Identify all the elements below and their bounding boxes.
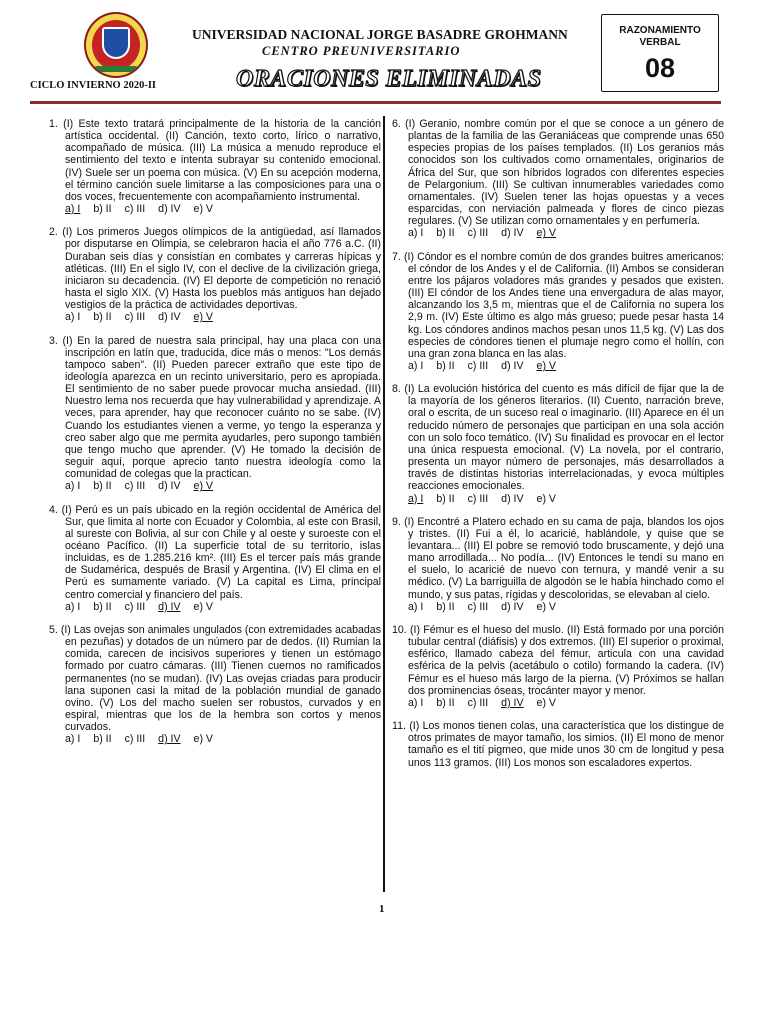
left-column xyxy=(49,118,381,757)
answer-option[interactable]: b) II xyxy=(436,359,455,372)
answer-option[interactable]: d) IV xyxy=(158,480,181,493)
answer-option-selected[interactable]: e) V xyxy=(193,311,213,324)
answer-option[interactable]: a) I xyxy=(65,600,81,613)
answer-option[interactable]: b) II xyxy=(93,733,112,746)
university-name: UNIVERSIDAD NACIONAL JORGE BASADRE GROHMANN xyxy=(192,27,568,42)
answer-option[interactable]: c) III xyxy=(124,480,146,493)
answer-option[interactable]: b) II xyxy=(436,600,455,613)
question-text: 6. (I) Geranio, nombre común por el que se conoce a un género de plantas de la familia de las Geraniáceas que comprende unas 650 especies propias de los países templados. (II) Los geranios más conocidos son los cultivados como ornamentales, originarios de África del Sur, que son híbridos logrados con diferentes especies de Pelargonium. (III) Se cultivan innumerables variedades como ornamentales. (IV) Suelen tener las hojas opuestas y a veces esparcidas, con nerviación palmeada y flores de cinco piezas regulares. (V) Se utilizan como ornamentales y en perfumería. xyxy=(392,118,724,228)
answer-option-selected[interactable]: e) V xyxy=(536,227,556,240)
question-item xyxy=(49,335,381,493)
question-item xyxy=(49,118,381,215)
university-logo xyxy=(84,12,148,78)
page-number: 1 xyxy=(379,903,385,915)
answer-option[interactable]: e) V xyxy=(193,600,213,613)
answer-option[interactable]: b) II xyxy=(93,600,112,613)
answer-option-selected[interactable]: d) IV xyxy=(158,600,181,613)
question-item xyxy=(49,624,381,746)
answer-option-selected[interactable]: a) I xyxy=(408,492,424,505)
answer-options xyxy=(392,227,724,239)
answer-option[interactable]: a) I xyxy=(408,359,424,372)
question-text: 9. (I) Encontré a Platero echado en su cama de paja, blandos los ojos y tristes. (II) Fui a él, lo acaricié, hablándole, y quise que se levantara... (III) El pobre se removió todo bruscamente, y dejó una mano arrodillada... No podía... (IV) Entonces le tendí su mano en el suelo, lo acaricié de nuevo con ternura, y mandé venir a su médico. (V) La barriguilla de algodón se le había hinchado como el mundo, y sus patas, rígidas y descoloridas, se elevaban al cielo. xyxy=(392,515,724,601)
answer-option[interactable]: b) II xyxy=(436,227,455,240)
subject-line-2: VERBAL xyxy=(639,37,681,48)
lesson-number: 08 xyxy=(644,53,676,83)
answer-option[interactable]: b) II xyxy=(93,311,112,324)
question-item xyxy=(392,118,724,240)
answer-option[interactable]: a) I xyxy=(408,600,424,613)
answer-option[interactable]: b) II xyxy=(436,492,455,505)
answer-option[interactable]: c) III xyxy=(467,359,489,372)
question-text: 2. (I) Los primeros Juegos olímpicos de la antigüedad, así llamados por disputarse en Olimpia, se celebraron hacia el año 776 a.C. (II) Duraban seis días y consistían en combates y carreras hípicas y atléticas. (III) En el siglo IV, con el declive de la civilización griega, iniciaron su decadencia. (IV) El deporte de competición no renació hasta el siglo XIX. (V) Hasta los pueblos más antiguos han dejado vestigios de la práctica de actividades deportivas. xyxy=(49,226,381,312)
answer-option[interactable]: a) I xyxy=(65,480,81,493)
answer-options xyxy=(392,360,724,372)
answer-options xyxy=(49,203,381,215)
answer-option[interactable]: a) I xyxy=(408,696,424,709)
cycle-label: CICLO INVIERNO 2020-II xyxy=(30,80,157,91)
question-text: 8. (I) La evolución histórica del cuento es más difícil de fijar que la de la mayoría de los géneros literarios. (II) Cuento, narración breve, oral o escrita, de un suceso real o imaginario. (III) Aparece en él un reducido número de personajes que participan en una sola acción con un solo foco temático. (IV) Su finalidad es provocar en el lector una única respuesta emocional. (V) La novela, por el contrario, presenta un mayor número de personajes, más desarrollados a través de distintas historias interrelacionadas, y evoca múltiples reacciones emocionales. xyxy=(392,383,724,493)
answer-options xyxy=(49,733,381,745)
question-text: 5. (I) Las ovejas son animales ungulados (con extremidades acabadas en pezuñas) y dotados de un número par de dedos. (II) Rumian la comida, carecen de incisivos superiores y tienen un estómago formado por cuatro cámaras. (III) Tienen cuernos no ramificados permanentes (no se mudan). (IV) Las ovejas criadas para producir lana suponen casi la mitad de la población mundial de ganado ovino. (V) Los del macho suelen ser robustos, curvados y en espiral, mientras que los de la hembra son cortos y menos curvados. xyxy=(49,623,381,734)
answer-option[interactable]: c) III xyxy=(124,311,146,324)
answer-option-selected[interactable]: e) V xyxy=(193,480,213,493)
answer-option-selected[interactable]: a) I xyxy=(65,203,81,216)
answer-options xyxy=(49,480,381,492)
question-item xyxy=(392,383,724,505)
question-text: 4. (I) Perú es un país ubicado en la región occidental de América del Sur, que limita al norte con Ecuador y Colombia, al este con Brasil, al sureste con Bolivia, al sur con Chile y al oeste y suroeste con el océano Pacífico. (II) La superficie total de su territorio, islas incluidas, es de 1.285.216 km². (III) Es el tercer país más grande de Sudamérica, después de Brasil y Argentina. (IV) El clima en el Perú es sumamente variado. (V) La capital es Lima, principal centro comercial y financiero del país. xyxy=(49,503,381,601)
question-item xyxy=(392,624,724,709)
answer-options xyxy=(392,697,724,709)
answer-option-selected[interactable]: d) IV xyxy=(158,733,181,746)
question-text: 1. (I) Este texto tratará principalmente de la historia de la canción artística occidental. (II) Canción, texto corto, lírico o narrativo, acompañado de música. (III) La música a menudo reproduce el sentimiento del texto e intenta subrayar su contenido emocional. (IV) Suele ser un poema con música. (V) En su acepción moderna, el término canción suele limitarse a las composiciones para una o dos voces, frecuentemente con acompañamiento instrumental. xyxy=(49,118,381,203)
answer-option[interactable]: c) III xyxy=(124,733,146,746)
answer-option[interactable]: e) V xyxy=(536,492,556,505)
answer-option-selected[interactable]: e) V xyxy=(536,359,556,372)
answer-option[interactable]: c) III xyxy=(467,696,489,709)
answer-option[interactable]: e) V xyxy=(193,203,213,216)
question-item xyxy=(49,226,381,323)
answer-option[interactable]: b) II xyxy=(93,480,112,493)
answer-option[interactable]: a) I xyxy=(408,227,424,240)
answer-option[interactable]: d) IV xyxy=(501,359,524,372)
page-header xyxy=(0,0,768,104)
answer-option[interactable]: c) III xyxy=(467,492,489,505)
question-item xyxy=(49,504,381,613)
right-column xyxy=(392,118,724,780)
question-item xyxy=(392,251,724,373)
question-text: 7. (I) Cóndor es el nombre común de dos grandes buitres americanos: el cóndor de los Andes y el de California. (II) Ambos se consideran entre los pájaros voladores más grandes y pesados que existen. (III) El cóndor de los Andes tiene una envergadura de alas mayor, alcanzando los 3,5 m, mientras que el de California no supera los 2,9 m. (IV) Este último es algo más grueso; puede pesar hasta 14 kg. Los cóndores andinos machos pesan unos 11,5 kg. (V) Las dos especies de cóndores tienen el plumaje negro como el hollín, con una gran zona blanca en las alas. xyxy=(392,250,724,360)
page-title: ORACIONES ELIMINADAS xyxy=(236,66,542,92)
answer-option[interactable]: d) IV xyxy=(158,203,181,216)
question-text: 10. (I) Fémur es el hueso del muslo. (II) Está formado por una porción tubular central (diáfisis) y dos extremos. (III) El superior o proximal, esférico, llamado cabeza del fémur, articula con una cavidad esférica de la pelvis (acetábulo o cotilo) formando la cadera. (IV) Fémur es el hueso más largo de la pierna. (V) Próximos se hallan dos prominencias óseas, trocánter mayor y menor. xyxy=(392,623,724,697)
header-rule xyxy=(30,101,721,104)
answer-option[interactable]: b) II xyxy=(93,203,112,216)
answer-options xyxy=(49,601,381,613)
answer-option[interactable]: c) III xyxy=(467,227,489,240)
answer-option[interactable]: d) IV xyxy=(501,227,524,240)
answer-option[interactable]: c) III xyxy=(124,600,146,613)
answer-option-selected[interactable]: d) IV xyxy=(501,696,524,709)
question-text: 11. (I) Los monos tienen colas, una característica que los distingue de otros primates de mayor tamaño, los simios. (II) El mono de menor tamaño es el tití pigmeo, que mide unos 30 cm de longitud y pesa unos 113 gramos. (III) Los monos son escaladores expertos. xyxy=(392,720,724,769)
answer-option[interactable]: e) V xyxy=(193,733,213,746)
question-text: 3. (I) En la pared de nuestra sala principal, hay una placa con una inscripción en latín que, traducida, dice más o menos: "Los demás tampoco saben". (II) Pueden parecer extraño que este tipo de ideología aparezca en un recinto universitario, pero es apropiada. El sentimiento de no saber puede provocar mucha ansiedad. (III) Nuestro lema nos recuerda que hay vulnerabilidad y aprendizaje. A veces, para aprender, hay que reconocer cuánto no se sabe. (IV) Cuando los estudiantes vienen a verme, yo tengo la esperanza y creo saber algo que me permita ayudarles, pero supongo también que tengo mucho que aprender. (V) He tomado la decisión de seguir aquí, porque aprecio tanto nuestra ideología como la comunidad de colegas que la practican. xyxy=(49,334,381,481)
center-name: CENTRO PREUNIVERSITARIO xyxy=(262,44,461,58)
answer-option[interactable]: e) V xyxy=(536,600,556,613)
answer-option[interactable]: d) IV xyxy=(501,492,524,505)
question-item xyxy=(392,720,724,769)
question-item xyxy=(392,516,724,613)
column-divider xyxy=(383,116,385,892)
answer-option[interactable]: a) I xyxy=(65,311,81,324)
answer-option[interactable]: a) I xyxy=(65,733,81,746)
answer-option[interactable]: c) III xyxy=(467,600,489,613)
answer-options xyxy=(392,601,724,613)
answer-options xyxy=(392,493,724,505)
subject-line-1: RAZONAMIENTO xyxy=(619,25,701,36)
answer-options xyxy=(49,311,381,323)
answer-option[interactable]: c) III xyxy=(124,203,146,216)
subject-badge xyxy=(601,14,719,92)
answer-option[interactable]: d) IV xyxy=(501,600,524,613)
answer-option[interactable]: b) II xyxy=(436,696,455,709)
answer-option[interactable]: d) IV xyxy=(158,311,181,324)
answer-option[interactable]: e) V xyxy=(536,696,556,709)
